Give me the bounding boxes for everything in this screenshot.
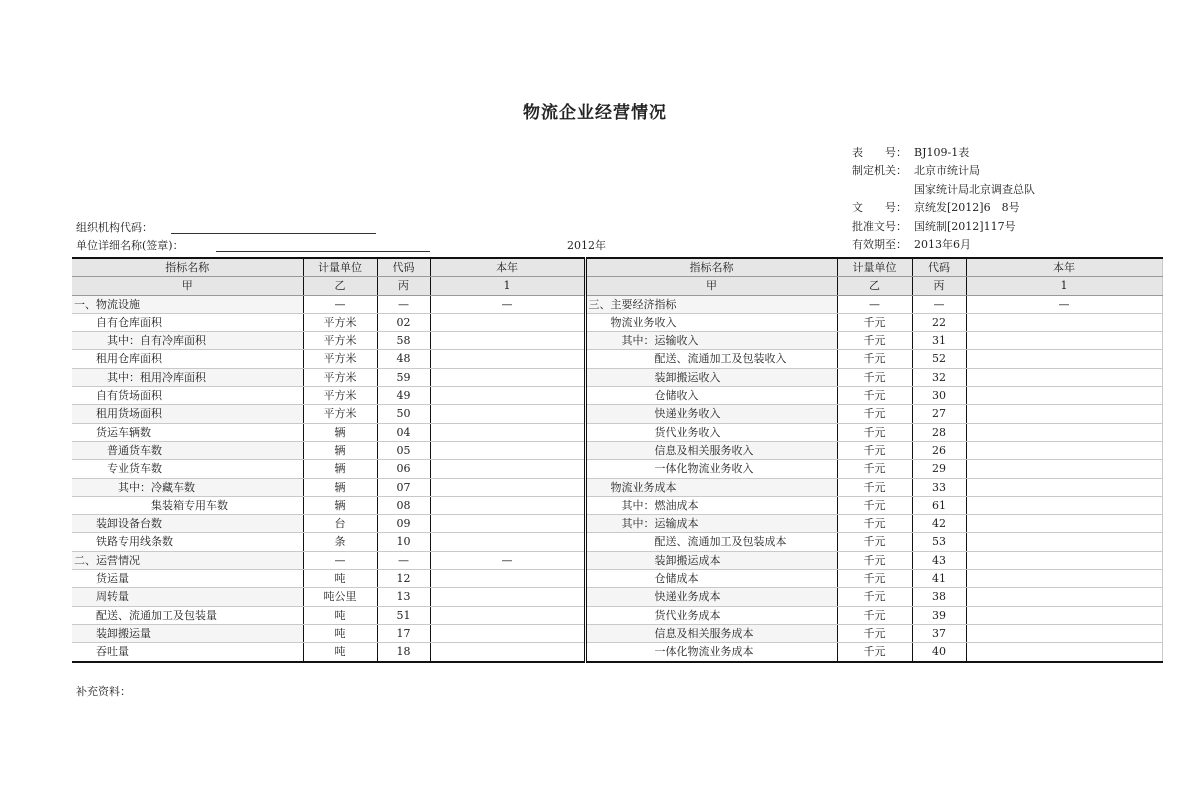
indicator-name-cell: 其中：租用冷库面积	[72, 368, 303, 386]
unit-cell: 千元	[837, 588, 912, 606]
indicator-name-cell: 其中：燃油成本	[585, 496, 837, 514]
code-cell: 05	[377, 441, 430, 459]
indicator-name-cell: 自有货场面积	[72, 387, 303, 405]
value-cell[interactable]	[430, 423, 585, 441]
value-cell[interactable]	[430, 368, 585, 386]
org-code-label: 组织机构代码：	[76, 221, 153, 234]
code-cell: 17	[377, 624, 430, 642]
indicator-name-cell: 专业货车数	[72, 460, 303, 478]
indicator-name-cell: 信息及相关服务成本	[585, 624, 837, 642]
indicator-name-cell: 集装箱专用车数	[72, 496, 303, 514]
value-cell[interactable]	[430, 460, 585, 478]
value-cell[interactable]	[966, 496, 1162, 514]
value-cell[interactable]	[430, 387, 585, 405]
unit-cell: —	[303, 551, 377, 569]
indicator-name-cell: 指标名称	[585, 258, 837, 277]
value-cell: 1	[430, 277, 585, 295]
unit-cell: 千元	[837, 423, 912, 441]
value-cell[interactable]	[966, 460, 1162, 478]
value-cell: 本年	[430, 258, 585, 277]
value-cell[interactable]	[966, 350, 1162, 368]
code-cell: 48	[377, 350, 430, 368]
unit-cell: 千元	[837, 387, 912, 405]
indicator-name-cell: 二、运营情况	[72, 551, 303, 569]
code-cell: 50	[377, 405, 430, 423]
value-cell[interactable]	[430, 624, 585, 642]
unit-cell: —	[303, 295, 377, 313]
indicator-name-cell: 一、物流设施	[72, 295, 303, 313]
indicator-name-cell: 三、主要经济指标	[585, 295, 837, 313]
org-code-field[interactable]	[171, 233, 376, 234]
table-row	[72, 460, 1162, 478]
meta-row: 批准文号： 国统制[2012]117号	[852, 219, 1016, 233]
indicator-name-cell: 周转量	[72, 588, 303, 606]
unit-cell: 千元	[837, 368, 912, 386]
code-cell: 41	[912, 570, 966, 588]
code-cell: 52	[912, 350, 966, 368]
table-row	[72, 350, 1162, 368]
indicator-name-cell: 物流业务成本	[585, 478, 837, 496]
code-cell: 61	[912, 496, 966, 514]
table-row	[72, 368, 1162, 386]
indicator-name-cell: 快递业务成本	[585, 588, 837, 606]
table-row	[72, 588, 1162, 606]
code-cell: 12	[377, 570, 430, 588]
unit-cell: 平方米	[303, 332, 377, 350]
indicator-name-cell: 配送、流通加工及包装收入	[585, 350, 837, 368]
indicator-name-cell: 装卸设备台数	[72, 515, 303, 533]
value-cell[interactable]	[430, 405, 585, 423]
table-row	[72, 295, 1162, 313]
unit-cell: 吨	[303, 570, 377, 588]
code-cell: 28	[912, 423, 966, 441]
indicator-name-cell: 普通货车数	[72, 441, 303, 459]
indicator-name-cell: 甲	[585, 277, 837, 295]
indicator-name-cell: 其中：自有冷库面积	[72, 332, 303, 350]
value-cell[interactable]	[966, 478, 1162, 496]
value-cell[interactable]	[430, 313, 585, 331]
value-cell[interactable]	[966, 423, 1162, 441]
unit-cell: 乙	[303, 277, 377, 295]
unit-cell: 吨公里	[303, 588, 377, 606]
table-row	[72, 643, 1162, 662]
report-table-viewport	[72, 257, 1075, 667]
indicator-name-cell: 其中：冷藏车数	[72, 478, 303, 496]
value-cell: —	[430, 551, 585, 569]
unit-name-label: 单位详细名称(签章)：	[76, 239, 184, 252]
unit-cell: 千元	[837, 551, 912, 569]
table-row	[72, 313, 1162, 331]
code-cell: 06	[377, 460, 430, 478]
unit-cell: 千元	[837, 624, 912, 642]
indicator-name-cell: 物流业务收入	[585, 313, 837, 331]
indicator-name-cell: 信息及相关服务收入	[585, 441, 837, 459]
value-cell[interactable]	[966, 313, 1162, 331]
code-cell: —	[377, 551, 430, 569]
supplementary-label: 补充资料：	[76, 685, 131, 698]
value-cell[interactable]	[966, 533, 1162, 551]
form-meta-block	[852, 144, 1035, 254]
unit-cell: 吨	[303, 624, 377, 642]
code-cell: 27	[912, 405, 966, 423]
unit-cell: 千元	[837, 643, 912, 662]
unit-cell: 千元	[837, 460, 912, 478]
indicator-name-cell: 自有仓库面积	[72, 313, 303, 331]
indicator-name-cell: 指标名称	[72, 258, 303, 277]
code-cell: 49	[377, 387, 430, 405]
unit-cell: 计量单位	[303, 258, 377, 277]
table-row	[72, 624, 1162, 642]
indicator-name-cell: 货代业务成本	[585, 606, 837, 624]
value-cell[interactable]	[966, 441, 1162, 459]
indicator-name-cell: 租用仓库面积	[72, 350, 303, 368]
code-cell: —	[377, 295, 430, 313]
report-table	[72, 257, 1163, 663]
code-cell: 18	[377, 643, 430, 662]
indicator-name-cell: 其中：运输收入	[585, 332, 837, 350]
table-row	[72, 533, 1162, 551]
code-cell: 07	[377, 478, 430, 496]
value-cell[interactable]	[430, 350, 585, 368]
value-cell[interactable]	[430, 332, 585, 350]
indicator-name-cell: 租用货场面积	[72, 405, 303, 423]
unit-cell: 千元	[837, 496, 912, 514]
value-cell[interactable]	[966, 606, 1162, 624]
indicator-name-cell: 甲	[72, 277, 303, 295]
table-row	[72, 332, 1162, 350]
table-row	[72, 405, 1162, 423]
code-cell: 32	[912, 368, 966, 386]
unit-cell: 条	[303, 533, 377, 551]
code-cell: 30	[912, 387, 966, 405]
code-cell: 26	[912, 441, 966, 459]
value-cell: —	[966, 295, 1162, 313]
unit-cell: 平方米	[303, 368, 377, 386]
code-cell: 53	[912, 533, 966, 551]
value-cell[interactable]	[966, 387, 1162, 405]
unit-cell: 计量单位	[837, 258, 912, 277]
value-cell[interactable]	[430, 588, 585, 606]
unit-cell: 千元	[837, 606, 912, 624]
unit-cell: 千元	[837, 533, 912, 551]
value-cell[interactable]	[430, 643, 585, 662]
code-cell: 43	[912, 551, 966, 569]
unit-cell: 吨	[303, 643, 377, 662]
code-cell: 39	[912, 606, 966, 624]
indicator-name-cell: 铁路专用线条数	[72, 533, 303, 551]
table-row	[72, 606, 1162, 624]
unit-name-field[interactable]	[216, 251, 430, 252]
indicator-name-cell: 装卸搬运量	[72, 624, 303, 642]
code-cell: 51	[377, 606, 430, 624]
meta-row: 国家统计局北京调查总队	[914, 182, 1035, 196]
code-cell: 22	[912, 313, 966, 331]
indicator-name-cell: 装卸搬运成本	[585, 551, 837, 569]
table-row	[72, 515, 1162, 533]
code-cell: 42	[912, 515, 966, 533]
unit-cell: 平方米	[303, 405, 377, 423]
value-cell: —	[430, 295, 585, 313]
code-cell: 59	[377, 368, 430, 386]
unit-cell: 千元	[837, 313, 912, 331]
meta-row: 制定机关： 北京市统计局	[852, 164, 980, 178]
code-cell: 58	[377, 332, 430, 350]
indicator-name-cell: 货代业务收入	[585, 423, 837, 441]
value-cell[interactable]	[430, 533, 585, 551]
unit-cell: —	[837, 295, 912, 313]
code-cell: 02	[377, 313, 430, 331]
value-cell[interactable]	[430, 515, 585, 533]
unit-cell: 千元	[837, 332, 912, 350]
value-cell: 1	[966, 277, 1162, 295]
code-cell: 04	[377, 423, 430, 441]
indicator-name-cell: 吞吐量	[72, 643, 303, 662]
code-cell: 37	[912, 624, 966, 642]
indicator-name-cell: 装卸搬运收入	[585, 368, 837, 386]
code-cell: 09	[377, 515, 430, 533]
unit-cell: 千元	[837, 515, 912, 533]
code-cell: 代码	[912, 258, 966, 277]
indicator-name-cell: 其中：运输成本	[585, 515, 837, 533]
value-cell[interactable]	[966, 515, 1162, 533]
indicator-name-cell: 配送、流通加工及包装量	[72, 606, 303, 624]
table-row	[72, 496, 1162, 514]
unit-cell: 台	[303, 515, 377, 533]
unit-cell: 辆	[303, 460, 377, 478]
code-cell: 31	[912, 332, 966, 350]
code-cell: —	[912, 295, 966, 313]
code-cell: 10	[377, 533, 430, 551]
value-cell[interactable]	[966, 624, 1162, 642]
unit-cell: 千元	[837, 405, 912, 423]
value-cell[interactable]	[966, 368, 1162, 386]
unit-cell: 辆	[303, 423, 377, 441]
table-row	[72, 423, 1162, 441]
indicator-name-cell: 配送、流通加工及包装成本	[585, 533, 837, 551]
value-cell[interactable]	[430, 606, 585, 624]
unit-cell: 乙	[837, 277, 912, 295]
value-cell[interactable]	[966, 570, 1162, 588]
table-row	[72, 570, 1162, 588]
value-cell[interactable]	[966, 643, 1162, 662]
unit-cell: 辆	[303, 478, 377, 496]
indicator-name-cell: 快递业务收入	[585, 405, 837, 423]
indicator-name-cell: 货运量	[72, 570, 303, 588]
code-cell: 29	[912, 460, 966, 478]
meta-row: 文 号： 京统发[2012]6 8号	[852, 201, 1020, 215]
indicator-name-cell: 仓储成本	[585, 570, 837, 588]
value-cell[interactable]	[966, 588, 1162, 606]
indicator-name-cell: 仓储收入	[585, 387, 837, 405]
meta-row: 有效期至： 2013年6月	[852, 237, 971, 251]
indicator-name-cell: 一体化物流业务成本	[585, 643, 837, 662]
report-year: 2012年	[567, 239, 606, 252]
code-cell: 38	[912, 588, 966, 606]
subheader-row	[72, 277, 1162, 295]
table-row	[72, 551, 1162, 569]
table-row	[72, 441, 1162, 459]
value-cell[interactable]	[966, 332, 1162, 350]
indicator-name-cell: 一体化物流业务收入	[585, 460, 837, 478]
meta-row: 表 号： BJ109-1表	[852, 146, 970, 159]
value-cell[interactable]	[430, 496, 585, 514]
value-cell[interactable]	[966, 551, 1162, 569]
value-cell[interactable]	[430, 570, 585, 588]
value-cell[interactable]	[966, 405, 1162, 423]
indicator-name-cell: 货运车辆数	[72, 423, 303, 441]
code-cell: 08	[377, 496, 430, 514]
unit-cell: 辆	[303, 441, 377, 459]
unit-cell: 千元	[837, 350, 912, 368]
value-cell: 本年	[966, 258, 1162, 277]
code-cell: 33	[912, 478, 966, 496]
code-cell: 代码	[377, 258, 430, 277]
unit-cell: 千元	[837, 441, 912, 459]
code-cell: 13	[377, 588, 430, 606]
unit-cell: 吨	[303, 606, 377, 624]
code-cell: 丙	[377, 277, 430, 295]
unit-cell: 千元	[837, 478, 912, 496]
unit-cell: 千元	[837, 570, 912, 588]
value-cell[interactable]	[430, 441, 585, 459]
table-row	[72, 387, 1162, 405]
table-row	[72, 478, 1162, 496]
unit-cell: 平方米	[303, 313, 377, 331]
code-cell: 40	[912, 643, 966, 662]
report-title: 物流企业经营情况	[523, 103, 667, 123]
unit-cell: 平方米	[303, 350, 377, 368]
value-cell[interactable]	[430, 478, 585, 496]
header-row	[72, 258, 1162, 277]
unit-cell: 辆	[303, 496, 377, 514]
unit-cell: 平方米	[303, 387, 377, 405]
code-cell: 丙	[912, 277, 966, 295]
